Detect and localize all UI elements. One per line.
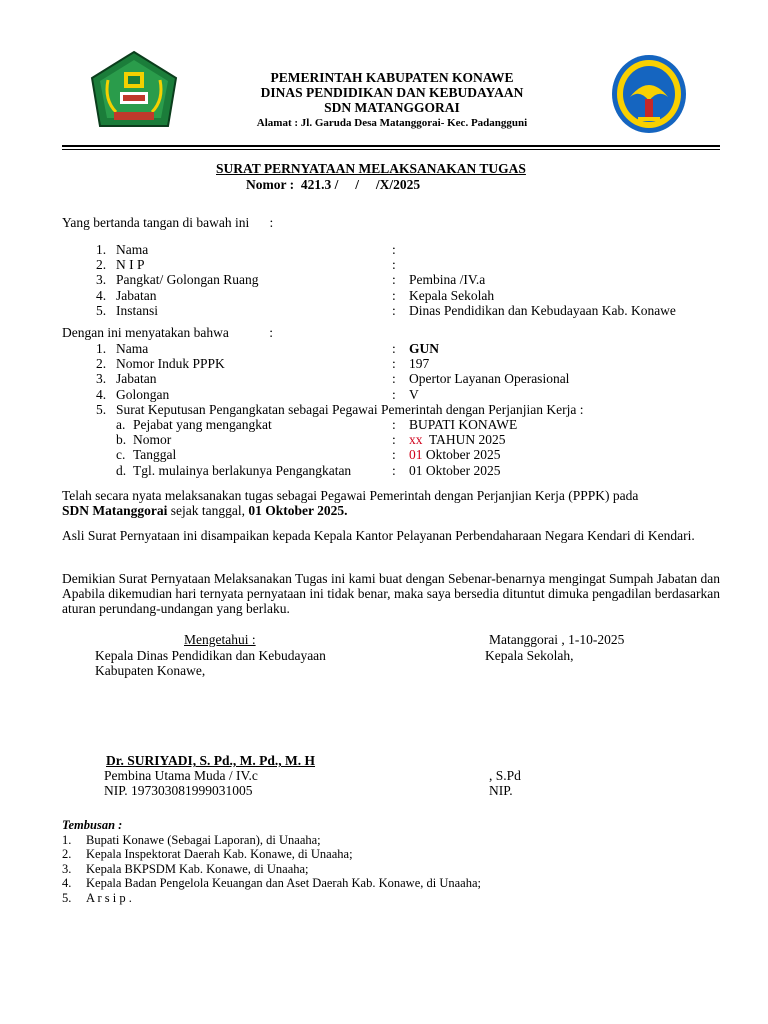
government-name: PEMERINTAH KABUPATEN KONAWE [270,70,514,85]
right-signer-role: Kepala Sekolah, [485,648,574,663]
row-separator: : [392,386,396,402]
sk-item [0,432,768,447]
paragraph-duty-mid: sejak tanggal, [167,503,249,518]
left-signer-role: Kepala Dinas Pendidikan dan Kebudayaan [95,648,326,663]
sk-item-label: Tanggal [133,447,177,463]
row-label: Nomor Induk PPPK [116,356,225,372]
signer-row [0,288,768,303]
sk-item-letter: c. [116,447,126,463]
letterhead-rule-thin [62,149,720,150]
school-name-inline: SDN Matanggorai [62,503,168,518]
subject-row [0,371,768,386]
school-name: SDN MATANGGORAI [324,100,460,115]
sk-item [0,447,768,462]
paragraph-duty-statement [62,488,720,518]
row-number: 4. [96,386,107,402]
signer-row [0,303,768,318]
signer-row [0,272,768,287]
row-label: Pangkat/ Golongan Ruang [116,272,259,288]
copies-item [62,891,481,906]
sk-item [0,463,768,478]
sk-item-separator: : [392,462,396,478]
left-signer-nip: NIP. 197303081999031005 [104,783,253,798]
sk-item-value-wrap [409,463,501,478]
row-label: Golongan [116,386,170,402]
row-number: 3. [96,272,107,288]
document-number: Nomor : 421.3 / / /X/2025 [246,177,421,192]
letterhead [200,70,584,129]
subject-row [0,387,768,402]
row-value: Opertor Layanan Operasional [409,371,570,387]
copies-item-number: 4. [62,876,72,890]
sk-item-value-wrap [409,432,506,447]
tut-wuri-handayani-logo [610,53,688,135]
copies-item [62,847,481,862]
left-signer-region: Kabupaten Konawe, [95,663,206,678]
sk-item-letter: b. [116,432,127,448]
sk-item-value: Oktober 2025 [422,447,501,463]
row-number: 2. [96,257,107,273]
department-name: DINAS PENDIDIKAN DAN KEBUDAYAAN [260,85,524,100]
sk-item-value-wrap [409,447,501,462]
copies-item-text: Bupati Konawe (Sebagai Laporan), di Unaaha; [86,832,321,847]
row-number: 2. [96,356,107,372]
row-separator: : [392,242,396,257]
school-address: Alamat : Jl. Garuda Desa Matanggorai- Kec. Padangguni [256,117,528,129]
row-number: 3. [96,371,107,387]
left-signer-name: Dr. SURIYADI, S. Pd., M. Pd., M. H [106,753,316,768]
sk-item-value-wrap [409,417,517,432]
row-label: Instansi [116,302,158,318]
sk-item [0,417,768,432]
sk-item-value: 01 Oktober 2025 [409,462,501,478]
row-label: Jabatan [116,287,157,303]
copies-item-number: 5. [62,890,72,905]
sk-item-value: BUPATI KONAWE [409,417,518,432]
row-label: Jabatan [116,371,157,387]
signer-row [0,242,768,257]
paragraph-submission: Asli Surat Pernyataan ini disampaikan kepada Kepala Kantor Pelayanan Perbendaharaan Negara Kendari di Kendari. [62,528,695,543]
copies-item [62,833,481,848]
sk-item-label: Pejabat yang mengangkat [133,417,272,432]
right-signer-nip: NIP. [489,783,513,798]
row-value: Pembina /IV.a [409,272,486,288]
signer-row [0,257,768,272]
sk-item-placeholder: xx [409,432,423,448]
letterhead-rule-thick [62,145,720,147]
sk-item-separator: : [392,447,396,463]
sk-item-separator: : [392,417,396,432]
row-label: N I P [116,257,145,273]
row-label: Nama [116,242,149,257]
copies-heading: Tembusan : [62,818,123,832]
paragraph-closing: Demikian Surat Pernyataan Melaksanakan Tugas ini kami buat dengan Sebenar-benarnya mengingat Sumpah Jabatan dan Apabila dikemudian hari ternyata pernyataan ini tidak benar, maka saya bersedia dituntut dimuka pengadilan berdasarkan aturan perundang-undangan yang berlaku. [62,571,720,616]
start-date-inline: 01 Oktober 2025. [248,503,348,518]
row-value: Kepala Sekolah [409,287,495,303]
row-label: Nama [116,341,149,356]
row-value: Dinas Pendidikan dan Kebudayaan Kab. Konawe [409,302,676,318]
row-separator: : [392,356,396,372]
row-number: 5. [96,302,107,318]
row-value: 197 [409,356,430,372]
row-number: 1. [96,341,107,356]
acknowledged-heading: Mengetahui : [184,632,256,647]
subject-row [0,356,768,371]
row-separator: : [392,257,396,273]
copies-list [62,833,481,906]
sk-item-separator: : [392,432,396,448]
copies-item-text: Kepala BKPSDM Kab. Konawe, di Unaaha; [86,861,309,876]
row-value: V [409,386,419,402]
copies-item-text: A r s i p . [86,890,132,905]
document-title: SURAT PERNYATAAN MELAKSANAKAN TUGAS [216,161,526,176]
intro-text: Yang bertanda tangan di bawah ini : [62,215,274,230]
copies-item-number: 1. [62,832,72,847]
copies-item-number: 2. [62,847,72,861]
sk-number: 5. [96,402,107,417]
sk-item-letter: a. [116,417,126,432]
subject-row [0,341,768,356]
declaration-text: Dengan ini menyatakan bahwa : [62,325,274,340]
sk-item-label: Tgl. mulainya berlakunya Pengangkatan [133,462,352,478]
konawe-regency-logo [90,50,178,128]
sk-item-letter: d. [116,462,127,478]
left-signer-rank: Pembina Utama Muda / IV.c [104,768,258,783]
row-separator: : [392,341,396,356]
sk-item-label: Nomor [133,432,172,448]
row-separator: : [392,272,396,288]
sk-item-placeholder: 01 [409,447,423,463]
paragraph-duty-text: Telah secara nyata melaksanakan tugas sebagai Pegawai Pemerintah dengan Perjanjian Kerja (PPPK) pada [62,488,639,503]
row-separator: : [392,371,396,387]
row-number: 1. [96,242,107,257]
copies-item [62,876,481,891]
right-signer-name: , S.Pd [489,768,521,783]
row-number: 4. [96,287,107,303]
sk-row [96,402,584,417]
copies-item [62,862,481,877]
copies-item-text: Kepala Badan Pengelola Keuangan dan Aset Daerah Kab. Konawe, di Unaaha; [86,876,481,890]
copies-item-number: 3. [62,861,72,876]
row-separator: : [392,302,396,318]
row-value: GUN [409,341,439,356]
place-date: Matanggorai , 1-10-2025 [489,632,625,647]
copies-section [62,818,481,905]
copies-item-text: Kepala Inspektorat Daerah Kab. Konawe, di Unaaha; [86,847,353,861]
sk-label: Surat Keputusan Pengangkatan sebagai Pegawai Pemerintah dengan Perjanjian Kerja : [116,402,584,417]
sk-item-value: TAHUN 2025 [422,432,506,448]
row-separator: : [392,287,396,303]
